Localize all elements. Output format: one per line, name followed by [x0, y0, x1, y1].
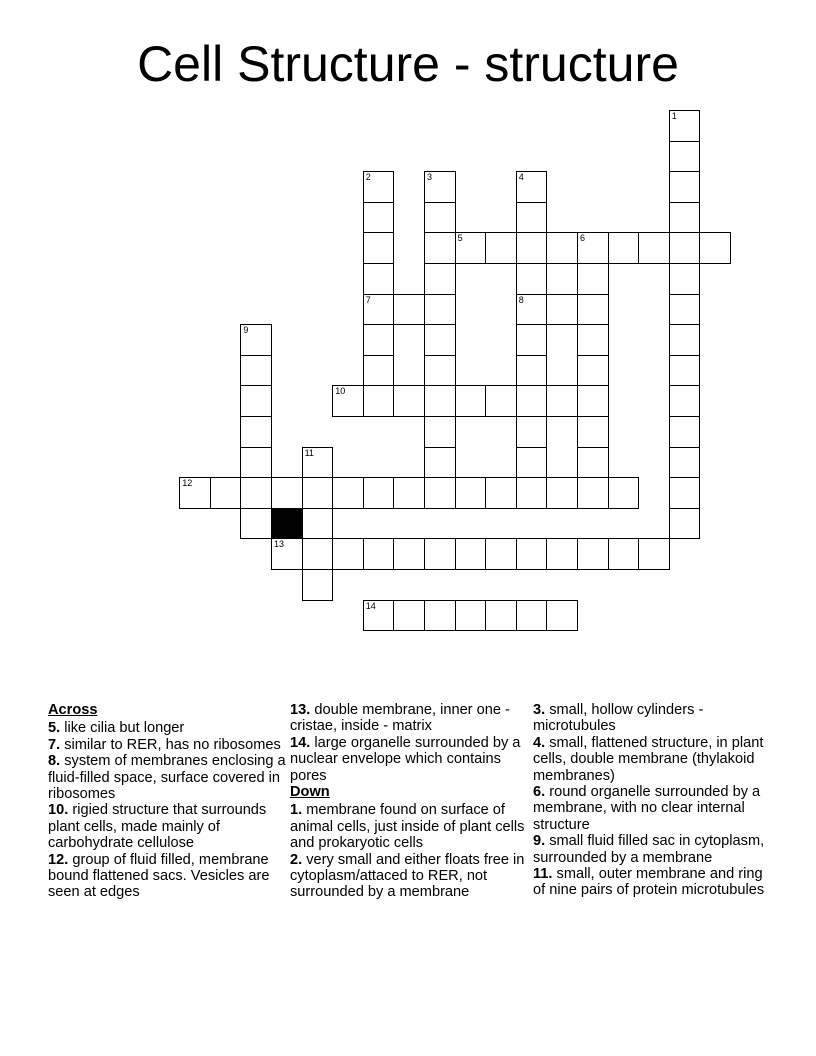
grid-cell[interactable]	[669, 477, 701, 509]
grid-cell[interactable]	[516, 294, 548, 326]
grid-cell[interactable]	[577, 538, 609, 570]
across-clue	[48, 753, 286, 802]
grid-cell[interactable]	[393, 294, 425, 326]
clue-number: 13	[274, 539, 285, 550]
grid-cell[interactable]	[485, 232, 517, 264]
grid-cell[interactable]	[332, 385, 364, 417]
grid-cell[interactable]	[332, 477, 364, 509]
grid-cell[interactable]	[302, 508, 334, 540]
across-heading: Across	[48, 702, 98, 718]
clue-number: 12	[182, 478, 193, 489]
grid-cell[interactable]	[669, 294, 701, 326]
clue-text: very small and either floats free in cytoplasm/attaced to RER, not surrounded by a membrane	[290, 851, 525, 901]
grid-cell[interactable]	[577, 324, 609, 356]
clue-text: small fluid filled sac in cytoplasm, surrounded by a membrane	[533, 833, 765, 866]
grid-cell[interactable]	[424, 600, 456, 632]
grid-cell[interactable]	[363, 600, 395, 632]
down-clue	[533, 735, 771, 784]
grid-cell[interactable]	[516, 477, 548, 509]
down-clue	[533, 702, 771, 735]
grid-cell[interactable]	[240, 416, 272, 448]
grid-cell[interactable]	[363, 538, 395, 570]
clue-number-label: 3.	[533, 702, 546, 718]
grid-cell[interactable]	[363, 385, 395, 417]
clue-number: 11	[304, 447, 314, 458]
grid-cell[interactable]	[669, 202, 701, 234]
across-clue	[48, 737, 286, 753]
grid-cell[interactable]	[516, 232, 548, 264]
clue-number-label: 13.	[290, 702, 311, 718]
grid-cell[interactable]	[577, 294, 609, 326]
across-clue	[290, 735, 528, 784]
across-clue	[48, 852, 286, 901]
clue-text: rigied structure that surrounds plant cells, made mainly of carbohydrate cellulose	[48, 802, 267, 852]
clue-column-3	[533, 702, 771, 899]
clue-text: small, flattened structure, in plant cells, double membrane (thylakoid membranes)	[533, 734, 764, 784]
grid-cell[interactable]	[485, 477, 517, 509]
grid-cell[interactable]	[393, 600, 425, 632]
black-square	[271, 508, 303, 540]
grid-cell[interactable]	[302, 538, 334, 570]
across-clue	[290, 702, 528, 735]
grid-cell[interactable]	[240, 477, 272, 509]
clue-number: 2	[365, 172, 371, 183]
grid-cell[interactable]	[516, 202, 548, 234]
grid-cell[interactable]	[546, 385, 578, 417]
grid-cell[interactable]	[669, 355, 701, 387]
grid-cell[interactable]	[424, 202, 456, 234]
grid-cell[interactable]	[240, 324, 272, 356]
clue-number-label: 2.	[290, 851, 303, 868]
across-clue-list	[48, 720, 286, 900]
grid-cell[interactable]	[424, 263, 456, 295]
grid-cell[interactable]	[363, 324, 395, 356]
grid-cell[interactable]	[240, 385, 272, 417]
down-clue	[533, 866, 771, 899]
grid-cell[interactable]	[363, 263, 395, 295]
grid-cell[interactable]	[485, 538, 517, 570]
grid-cell[interactable]	[699, 232, 731, 264]
clue-number: 1	[671, 111, 677, 121]
grid-cell[interactable]	[577, 416, 609, 448]
grid-cell[interactable]	[363, 232, 395, 264]
grid-cell[interactable]	[302, 569, 334, 601]
grid-cell[interactable]	[516, 324, 548, 356]
clue-number-label: 14.	[290, 734, 311, 751]
grid-cell[interactable]	[638, 232, 670, 264]
clue-number: 6	[580, 233, 586, 244]
grid-cell[interactable]	[302, 447, 334, 479]
clue-text: like cilia but longer	[60, 720, 185, 737]
grid-cell[interactable]	[455, 538, 487, 570]
clue-number-label: 11.	[533, 866, 553, 883]
clue-number: 3	[427, 172, 433, 183]
clue-text: round organelle surrounded by a membrane, with no clear internal structure	[533, 784, 761, 833]
grid-cell[interactable]	[271, 538, 303, 570]
grid-cell[interactable]	[302, 477, 334, 509]
page-title: Cell Structure - structure	[137, 36, 679, 92]
grid-cell[interactable]	[179, 477, 211, 509]
grid-cell[interactable]	[455, 477, 487, 509]
grid-cell[interactable]	[424, 355, 456, 387]
grid-cell[interactable]	[424, 477, 456, 509]
grid-cell[interactable]	[363, 202, 395, 234]
grid-cell[interactable]	[240, 447, 272, 479]
grid-cell[interactable]	[546, 477, 578, 509]
grid-cell[interactable]	[669, 110, 701, 142]
grid-cell[interactable]	[516, 600, 548, 632]
clue-number-label: 6.	[533, 784, 546, 801]
across-clue	[48, 802, 286, 851]
clue-column-1	[48, 702, 286, 901]
grid-cell[interactable]	[516, 171, 548, 203]
clue-text: membrane found on surface of animal cells, just inside of plant cells and prokaryotic cells	[290, 802, 525, 852]
grid-cell[interactable]	[577, 232, 609, 264]
grid-cell[interactable]	[485, 385, 517, 417]
clue-text: small, outer membrane and ring of nine pairs of protein microtubules	[533, 866, 765, 899]
grid-cell[interactable]	[669, 508, 701, 540]
grid-cell[interactable]	[669, 263, 701, 295]
grid-cell[interactable]	[577, 447, 609, 479]
grid-cell[interactable]	[669, 447, 701, 479]
grid-cell[interactable]	[393, 385, 425, 417]
down-heading: Down	[290, 784, 330, 801]
clue-number-label: 7.	[48, 736, 61, 753]
clue-text: double membrane, inner one - cristae, inside - matrix	[290, 702, 510, 735]
grid-cell[interactable]	[393, 538, 425, 570]
grid-cell[interactable]	[210, 477, 242, 509]
grid-cell[interactable]	[363, 477, 395, 509]
grid-cell[interactable]	[455, 232, 487, 264]
clue-number: 14	[365, 600, 376, 611]
clue-number-label: 12.	[48, 851, 69, 868]
grid-cell[interactable]	[669, 324, 701, 356]
grid-cell[interactable]	[424, 447, 456, 479]
grid-cell[interactable]	[332, 538, 364, 570]
down-clue	[290, 802, 528, 851]
clue-column-2	[290, 702, 528, 901]
grid-cell[interactable]	[424, 171, 456, 203]
grid-cell[interactable]	[516, 263, 548, 295]
clue-number: 7	[365, 294, 371, 305]
grid-cell[interactable]	[577, 355, 609, 387]
clue-text: similar to RER, has no ribosomes	[60, 736, 281, 753]
grid-cell[interactable]	[424, 416, 456, 448]
grid-cell[interactable]	[546, 232, 578, 264]
clue-number: 9	[243, 325, 249, 336]
grid-cell[interactable]	[516, 416, 548, 448]
clue-number-label: 5.	[48, 720, 61, 737]
across-clue	[48, 720, 286, 736]
grid-cell[interactable]	[424, 538, 456, 570]
down-clue-list	[290, 802, 528, 900]
grid-cell[interactable]	[516, 447, 548, 479]
grid-cell[interactable]	[546, 294, 578, 326]
grid-cell[interactable]	[669, 232, 701, 264]
clue-number-label: 10.	[48, 802, 69, 819]
grid-cell[interactable]	[577, 263, 609, 295]
down-clue	[290, 852, 528, 901]
grid-cell[interactable]	[669, 141, 701, 173]
grid-cell[interactable]	[363, 294, 395, 326]
clue-number: 5	[457, 233, 463, 244]
grid-cell[interactable]	[455, 385, 487, 417]
grid-cell[interactable]	[577, 385, 609, 417]
down-clue	[533, 784, 771, 833]
grid-cell[interactable]	[608, 538, 640, 570]
grid-cell[interactable]	[577, 477, 609, 509]
grid-cell[interactable]	[546, 600, 578, 632]
clue-text: small, hollow cylinders - microtubules	[533, 702, 704, 735]
clue-number: 8	[518, 294, 524, 305]
clue-text: system of membranes enclosing a fluid-filled space, surface covered in ribosomes	[48, 753, 286, 803]
grid-cell[interactable]	[546, 538, 578, 570]
grid-cell[interactable]	[485, 600, 517, 632]
grid-cell[interactable]	[363, 171, 395, 203]
clue-number-label: 8.	[48, 753, 61, 770]
grid-cell[interactable]	[271, 477, 303, 509]
grid-cell[interactable]	[424, 294, 456, 326]
clue-number-label: 1.	[290, 802, 303, 819]
grid-cell[interactable]	[424, 385, 456, 417]
clue-text: large organelle surrounded by a nuclear envelope which contains pores	[290, 734, 521, 784]
clue-number-label: 4.	[533, 734, 546, 751]
across-clue-list-continued	[290, 702, 528, 784]
clue-number: 10	[335, 386, 346, 397]
clue-number-label: 9.	[533, 833, 546, 850]
grid-cell[interactable]	[669, 416, 701, 448]
grid-cell[interactable]	[516, 355, 548, 387]
clue-number: 4	[518, 172, 524, 183]
grid-cell[interactable]	[393, 477, 425, 509]
grid-cell[interactable]	[669, 385, 701, 417]
grid-cell[interactable]	[240, 508, 272, 540]
down-clue	[533, 833, 771, 866]
grid-cell[interactable]	[424, 232, 456, 264]
down-clue-list-continued	[533, 702, 771, 899]
grid-cell[interactable]	[608, 232, 640, 264]
grid-cell[interactable]	[455, 600, 487, 632]
grid-cell[interactable]	[516, 385, 548, 417]
grid-cell[interactable]	[638, 538, 670, 570]
grid-cell[interactable]	[240, 355, 272, 387]
grid-cell[interactable]	[608, 477, 640, 509]
clue-text: group of fluid filled, membrane bound flattened sacs. Vesicles are seen at edges	[48, 851, 270, 901]
grid-cell[interactable]	[363, 355, 395, 387]
grid-cell[interactable]	[424, 324, 456, 356]
grid-cell[interactable]	[669, 171, 701, 203]
grid-cell[interactable]	[516, 538, 548, 570]
